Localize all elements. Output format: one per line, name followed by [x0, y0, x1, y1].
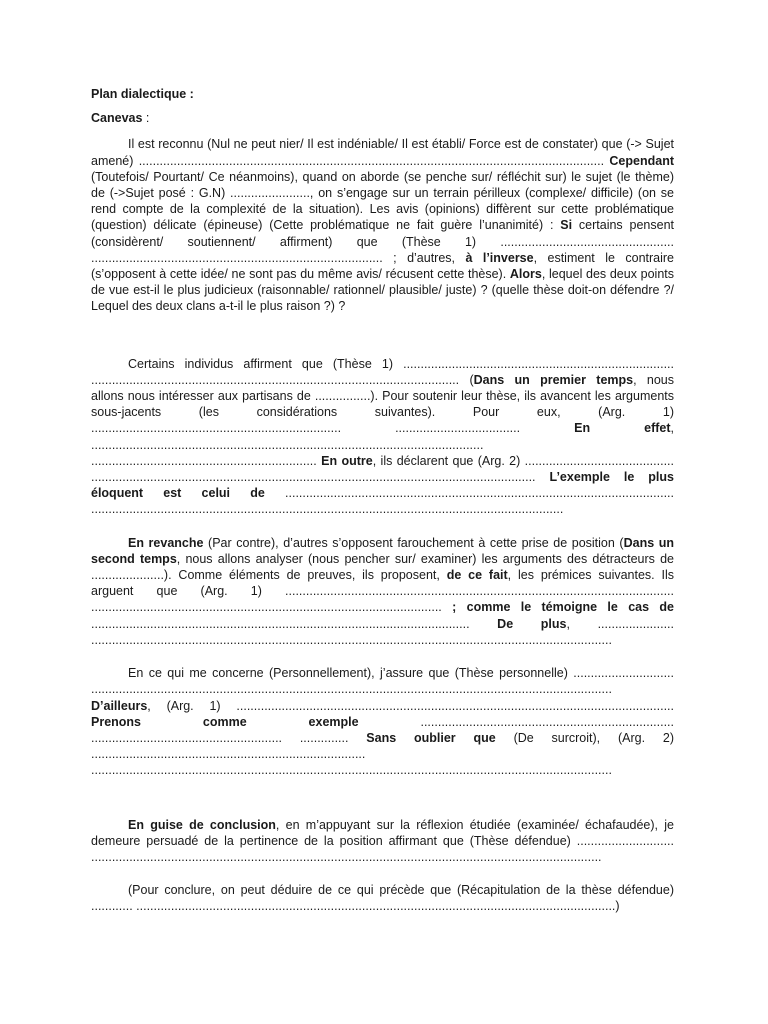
text-run: , lequel des deux points de vue est-il le plus judicieux (raisonnable/ rationnel/ plausible/ juste) ? (quelle thèse doit-on défendre ?/ Lequel des deux clans a-t-il le plus raison ?) ?	[91, 267, 674, 314]
bold-connector: Sans oublier que	[366, 730, 496, 745]
text-run: Certains individus affirment que (Thèse 1) .............................................................................. .......................................................................................................... (	[91, 356, 674, 387]
text-run: , nous allons nous intéresser aux partisans de ................). Pour soutenir leur thèse, ils avancent les arguments sous-jacents (les considérations suivantes). Pour eux, (Arg. 1) ........................................................................ ....................................	[91, 372, 675, 436]
text-run: , (Arg. 1) ..............................................................................................................................	[147, 698, 674, 713]
text-run: ................................................................................................................ ........................................................................................................................................	[91, 486, 674, 517]
bold-connector: En revanche	[128, 535, 204, 550]
bold-connector: à l’inverse	[465, 250, 534, 265]
bold-connector: ; comme le témoigne le cas de	[452, 600, 674, 615]
bold-connector: Prenons comme exemple	[91, 714, 359, 729]
text-run: (Par contre), d’autres s’opposent farouchement à cette prise de position (	[203, 535, 624, 550]
text-run: ......................................................................... ....................................................... ..............	[91, 714, 674, 745]
paragraph-these-1	[91, 356, 674, 518]
paragraph-these-personnelle	[91, 665, 674, 778]
paragraph-introduction	[91, 136, 674, 314]
text-run: (Pour conclure, on peut déduire de ce qui précède que (Récapitulation de la thèse défendue) ............ ..........................................................................................................................................)	[91, 883, 674, 914]
paragraph-conclusion	[91, 817, 674, 866]
section-label	[91, 110, 674, 126]
text-run: .............................................................................................................	[91, 616, 498, 631]
bold-connector: Cependant	[609, 153, 674, 168]
bold-connector: Dans un premier temps	[473, 372, 634, 387]
bold-connector: En effet	[574, 421, 671, 436]
bold-connector: Alors	[509, 267, 542, 282]
text-run: , les prémices suivantes. Ils arguent que (Arg. 1) ................................................................................................................ .....................................................................................................	[91, 568, 675, 615]
text-run: , nous allons analyser (nous pencher sur/ examiner) les arguments des détracteurs de .....................). Comme éléments de preuves, ils proposent,	[91, 551, 674, 583]
text-run: , en m’appuyant sur la réflexion étudiée (examinée/ échafaudée), je demeure persuadé de la pertinence de la position affirmant que (Thèse défendue) ............................ ...................................................................................................................................................	[91, 817, 674, 864]
text-run: , ils déclarent que (Arg. 2) ........................................... ................................................................................................................................	[91, 453, 674, 485]
text-run: , ...................... ......................................................................................................................................................	[91, 616, 674, 647]
text-run: (De surcroit), (Arg. 2) ............................................................................... ......................................................................................................................................................	[91, 730, 675, 778]
bold-connector: Dans un second temps	[91, 535, 675, 566]
document-page	[91, 86, 674, 915]
bold-connector: L’exemple le plus éloquent est celui de	[91, 470, 674, 501]
paragraph-these-2	[91, 535, 674, 648]
text-run: , estiment le contraire (s’opposent à cette idée/ ne sont pas du même avis/ récusent cette thèse).	[91, 250, 674, 282]
bold-connector: En guise de conclusion	[128, 817, 276, 832]
section-label-suffix: :	[142, 111, 150, 126]
paragraph-recapitulation	[91, 882, 674, 914]
text-run: certains pensent (considèrent/ soutiennent/ affirment) que (Thèse 1) .................................................. .................................................................................... ; d’autres,	[91, 218, 674, 265]
text-run: Il est reconnu (Nul ne peut nier/ Il est indéniable/ Il est établi/ Force est de constater) que (-> Sujet amené) ......................................................................................................................................	[91, 137, 674, 168]
section-label-text: Canevas	[91, 111, 143, 126]
document-title: Plan dialectique :	[91, 87, 194, 101]
text-run: En ce qui me concerne (Personnellement), j’assure que (Thèse personnelle) ............................. ......................................................................................................................................................	[91, 666, 674, 697]
bold-connector: D’ailleurs	[91, 698, 148, 713]
bold-connector: De plus	[497, 616, 567, 631]
bold-connector: Si	[560, 218, 573, 233]
text-run: , ................................................................................................................. .................................................................	[91, 421, 674, 468]
bold-connector: de ce fait	[446, 568, 508, 583]
text-run: (Toutefois/ Pourtant/ Ce néanmoins), quand on aborde (se penche sur/ réfléchit sur) le sujet (le thème) de (->Sujet posé : G.N) ......................., on s’engage sur un terrain périlleux (complexe/ difficile) (on se rend compte de la complexité de la situation). Les avis (opinions) diffèrent sur cette problématique (question) délicate (épineuse) (Cette problématique ne fait guère l’unanimité) :	[91, 169, 674, 233]
bold-connector: En outre	[321, 453, 373, 468]
